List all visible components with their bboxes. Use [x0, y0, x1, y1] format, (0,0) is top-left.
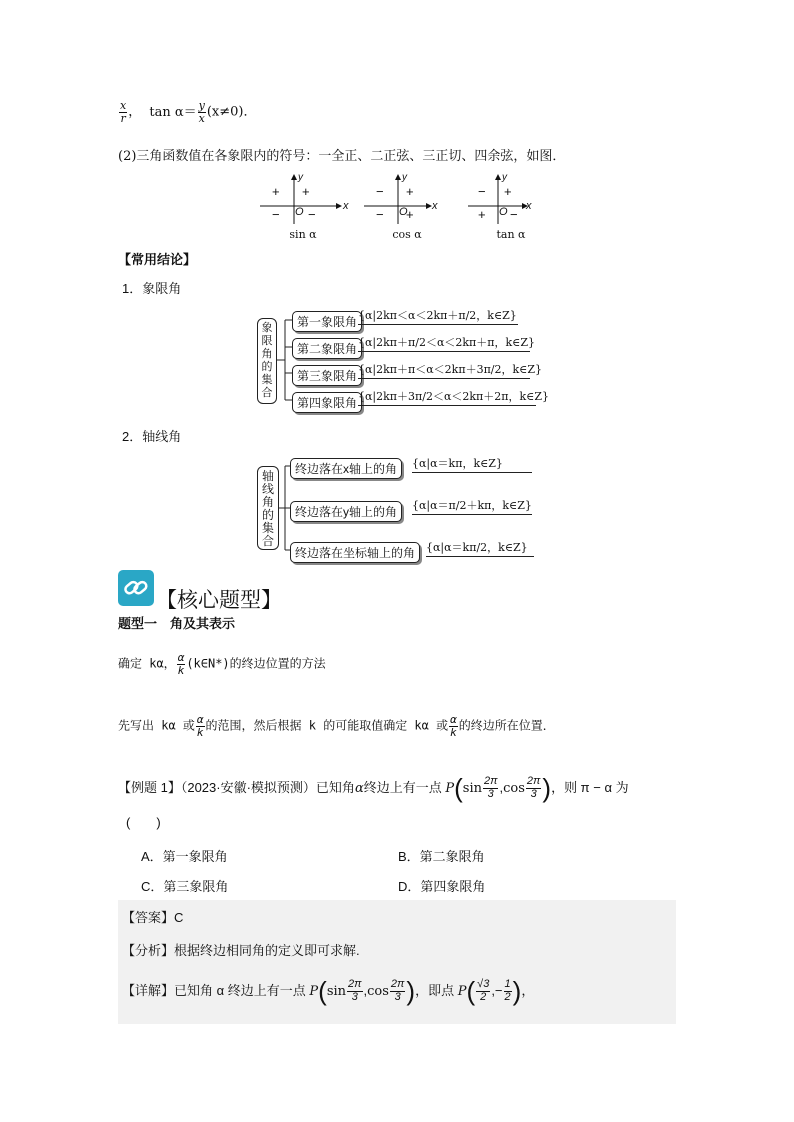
option-a[interactable]: A．第一象限角	[141, 849, 228, 864]
third-quadrant-label: 第三象限角	[292, 365, 362, 386]
option-c[interactable]: C．第三象限角	[141, 879, 229, 894]
cos-quadrant-diagram: y x O − + − + cos α	[376, 172, 438, 241]
y-axis-angle-label: 终边落在y轴上的角	[290, 501, 402, 522]
third-quadrant-set: {α|2kπ＋π＜α＜2kπ＋3π/2，k∈Z}	[358, 361, 530, 379]
option-b[interactable]: B．第二象限角	[398, 849, 485, 864]
link-icon	[118, 570, 154, 606]
quadrant-angles-heading: 1．象限角	[122, 281, 182, 296]
frac-y-over-x: $\frac{y}{x}$	[198, 99, 205, 125]
core-title: 【核心题型】	[156, 589, 282, 612]
axis-angles-root: 轴线角的集合	[257, 466, 279, 550]
example-paren: ( )	[126, 815, 161, 830]
answer-line: 【答案】C	[122, 910, 184, 925]
signs-line: (2)三角函数值在各象限内的符号：一全正、二正弦、三正切、四余弦，如图．	[118, 149, 566, 164]
example-stem: 【例题 1】（2023·安徽·模拟预测）已知角α终边上有一点 P(sin $\frac{2\pi}{3}$ ,cos $\frac{2\pi}{3}$ )，则 π − α 为	[118, 773, 629, 803]
method-line: 确定 kα， $\frac{\alpha}{k}$ (k∈N*)的终边位置的方法	[118, 651, 326, 677]
common-heading: 【常用结论】	[118, 252, 197, 267]
sin-quadrant-diagram: y x O + + − − sin α	[272, 172, 349, 241]
detail-line: 【详解】已知角 α 终边上有一点 P(sin $\frac{2\pi}{3}$ ,cos $\frac{2\pi}{3}$ )，即点 P( $\frac{√3}{2}$ ,− $\frac{1}{2}$ )，	[122, 976, 535, 1006]
type1-heading: 题型一 角及其表示	[118, 616, 236, 631]
x-axis-angle-label: 终边落在x轴上的角	[290, 458, 402, 479]
coord-axis-angle-label: 终边落在坐标轴上的角	[290, 542, 420, 563]
second-quadrant-set: {α|2kπ＋π/2＜α＜2kπ＋π，k∈Z}	[358, 334, 530, 352]
fourth-quadrant-label: 第四象限角	[292, 392, 362, 413]
fourth-quadrant-set: {α|2kπ＋3π/2＜α＜2kπ＋2π，k∈Z}	[358, 388, 536, 406]
first-quadrant-label: 第一象限角	[292, 311, 362, 332]
analysis-line: 【分析】根据终边相同角的定义即可求解.	[122, 943, 360, 958]
quadrant-angles-root: 象限角的集合	[257, 318, 277, 404]
tan-quadrant-diagram: y x O − + + − tan α	[478, 172, 532, 241]
y-axis-angle-set: {α|α＝π/2＋kπ，k∈Z}	[412, 497, 532, 515]
top-formula: $\frac{x}{r}$ ， tan α＝ $\frac{y}{x}$ (x≠0)．	[120, 99, 257, 125]
first-quadrant-set: {α|2kπ＜α＜2kπ＋π/2，k∈Z}	[358, 307, 518, 325]
coord-axis-angle-set: {α|α＝kπ/2，k∈Z}	[426, 539, 534, 557]
second-quadrant-label: 第二象限角	[292, 338, 362, 359]
x-axis-angle-set: {α|α＝kπ，k∈Z}	[412, 455, 532, 473]
method-desc: 先写出 kα 或 $\frac{\alpha}{k}$ 的范围，然后根据 k 的可能取值确定 kα 或 $\frac{\alpha}{k}$ 的终边所在位置．	[118, 713, 555, 739]
option-d[interactable]: D．第四象限角	[398, 879, 486, 894]
axis-angles-heading: 2．轴线角	[122, 429, 182, 444]
frac-x-over-r: $\frac{x}{r}$	[120, 99, 127, 125]
